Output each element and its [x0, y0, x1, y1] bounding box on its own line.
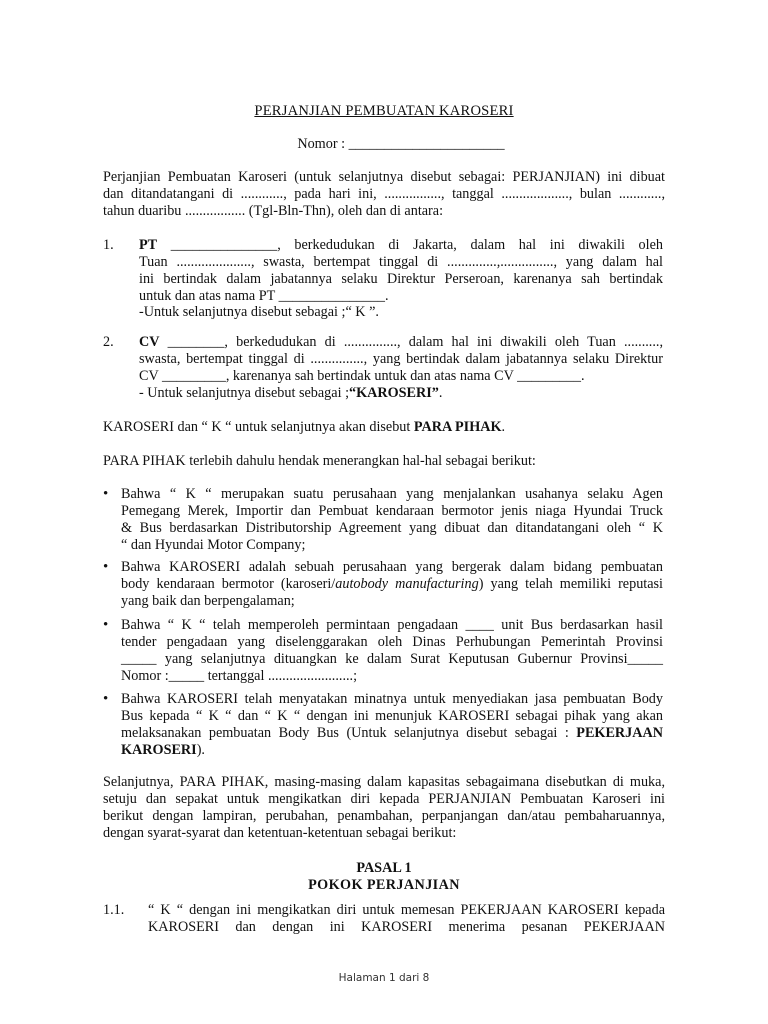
party2-cv-label: CV	[139, 334, 160, 350]
party2-line-1: CV ________, berkedudukan di ..............., dalam hal ini diwakili oleh Tuan ..........,	[139, 334, 663, 350]
party1-pt-label: PT	[139, 237, 158, 253]
bullet-1-line-4: “ dan Hyundai Motor Company;	[121, 537, 306, 553]
bullet-3-line-2: tender pengadaan yang diselenggarakan oleh Dinas Perhubungan Pemerintah Provinsi	[121, 634, 663, 650]
bullet-4-line-3: melaksanakan pembuatan Body Bus (Untuk selanjutnya disebut sebagai : PEKERJAAN	[121, 725, 663, 741]
bullet-3-line-3: _____ yang selanjutnya dituangkan ke dalam Surat Keputusan Gubernur Provinsi_____	[121, 651, 663, 667]
bullet-3-marker: •	[103, 617, 109, 633]
para-pihak-line: KAROSERI dan “ K “ untuk selanjutnya akan disebut PARA PIHAK.	[103, 419, 506, 435]
intro-line-2: dan ditandatangani di ............, pada hari ini, ................, tanggal ..................., bulan ............,	[103, 186, 665, 202]
party2-line-4: - Untuk selanjutnya disebut sebagai ;“KAROSERI”.	[139, 385, 443, 401]
bullet-2-line-3: yang baik dan berpengalaman;	[121, 593, 295, 609]
nomor-line: Nomor : ______________________	[297, 136, 505, 152]
party1-line-2: Tuan ....................., swasta, bertempat tinggal di ..............,..............., yang dalam hal	[139, 254, 663, 270]
party1-number: 1.	[103, 237, 114, 253]
bullet-4-line-1: Bahwa KAROSERI telah menyatakan minatnya untuk menyediakan jasa pembuatan Body	[121, 691, 663, 707]
page-footer: Halaman 1 dari 8	[338, 972, 430, 984]
bullet-2-line-2: body kendaraan bermotor (karoseri/autobody manufacturing) yang telah memiliki reputasi	[121, 576, 663, 592]
selanjutnya-line-1: Selanjutnya, PARA PIHAK, masing-masing dalam kapasitas sebagaimana disebutkan di muka,	[103, 774, 665, 790]
clause-line-2: KAROSERI dan dengan ini KAROSERI menerima pesanan PEKERJAAN	[148, 919, 665, 935]
terlebih-line: PARA PIHAK terlebih dahulu hendak menerangkan hal-hal sebagai berikut:	[103, 453, 536, 469]
document-title: PERJANJIAN PEMBUATAN KAROSERI	[254, 103, 514, 119]
party2-line-2: swasta, bertempat tinggal di ..............., yang bertindak dalam jabatannya selaku Direktur	[139, 351, 663, 367]
party2-number: 2.	[103, 334, 114, 350]
pasal-subtitle: POKOK PERJANJIAN	[308, 877, 460, 893]
bullet-1-line-1: Bahwa “ K “ merupakan suatu perusahaan yang menjalankan usahanya selaku Agen	[121, 486, 663, 502]
selanjutnya-line-3: berikut dengan lampiran, perubahan, penambahan, perpanjangan dan/atau pembaharuannya,	[103, 808, 665, 824]
bullet-2-line-1: Bahwa KAROSERI adalah sebuah perusahaan yang bergerak dalam bidang pembuatan	[121, 559, 663, 575]
intro-line-1: Perjanjian Pembuatan Karoseri (untuk selanjutnya disebut sebagai: PERJANJIAN) ini dibuat	[103, 169, 665, 185]
party1-line-4: untuk dan atas nama PT _______________.	[139, 288, 389, 304]
intro-line-3: tahun duaribu ................. (Tgl-Bln-Thn), oleh dan di antara:	[103, 203, 444, 219]
party1-line-1: PT _______________, berkedudukan di Jakarta, dalam hal ini diwakili oleh	[139, 237, 663, 253]
bullet-4-line-4: KAROSERI).	[121, 742, 205, 758]
bullet-4-marker: •	[103, 691, 109, 707]
clause-number: 1.1.	[103, 902, 125, 918]
bullet-1-line-2: Pemegang Merek, Importir dan Pembuat kendaraan bermotor jenis niaga Hyundai Truck	[121, 503, 663, 519]
bullet-1-line-3: & Bus berdasarkan Distributorship Agreement yang dibuat dan ditandatangani oleh “ K	[121, 520, 663, 536]
pasal-title: PASAL 1	[356, 860, 412, 876]
party2-line-3: CV _________, karenanya sah bertindak untuk dan atas nama CV _________.	[139, 368, 585, 384]
bullet-3-line-1: Bahwa “ K “ telah memperoleh permintaan pengadaan ____ unit Bus berdasarkan hasil	[121, 617, 663, 633]
bullet-2-marker: •	[103, 559, 109, 575]
clause-line-1: “ K “ dengan ini mengikatkan diri untuk memesan PEKERJAAN KAROSERI kepada	[148, 902, 665, 918]
bullet-3-line-4: Nomor :_____ tertanggal ........................;	[121, 668, 358, 684]
party1-line-3: ini bertindak dalam jabatannya selaku Direktur Perseroan, karenanya sah bertindak	[139, 271, 663, 287]
bullet-1-marker: •	[103, 486, 109, 502]
selanjutnya-line-2: setuju dan sepakat untuk mengikatkan diri kepada PERJANJIAN Pembuatan Karoseri ini	[103, 791, 665, 807]
bullet-4-line-2: Bus kepada “ K “ dan “ K “ dengan ini menunjuk KAROSERI sebagai pihak yang akan	[121, 708, 663, 724]
party1-line-5: -Untuk selanjutnya disebut sebagai ;“ K ”.	[139, 304, 379, 320]
selanjutnya-line-4: dengan syarat-syarat dan ketentuan-ketentuan sebagai berikut:	[103, 825, 457, 841]
